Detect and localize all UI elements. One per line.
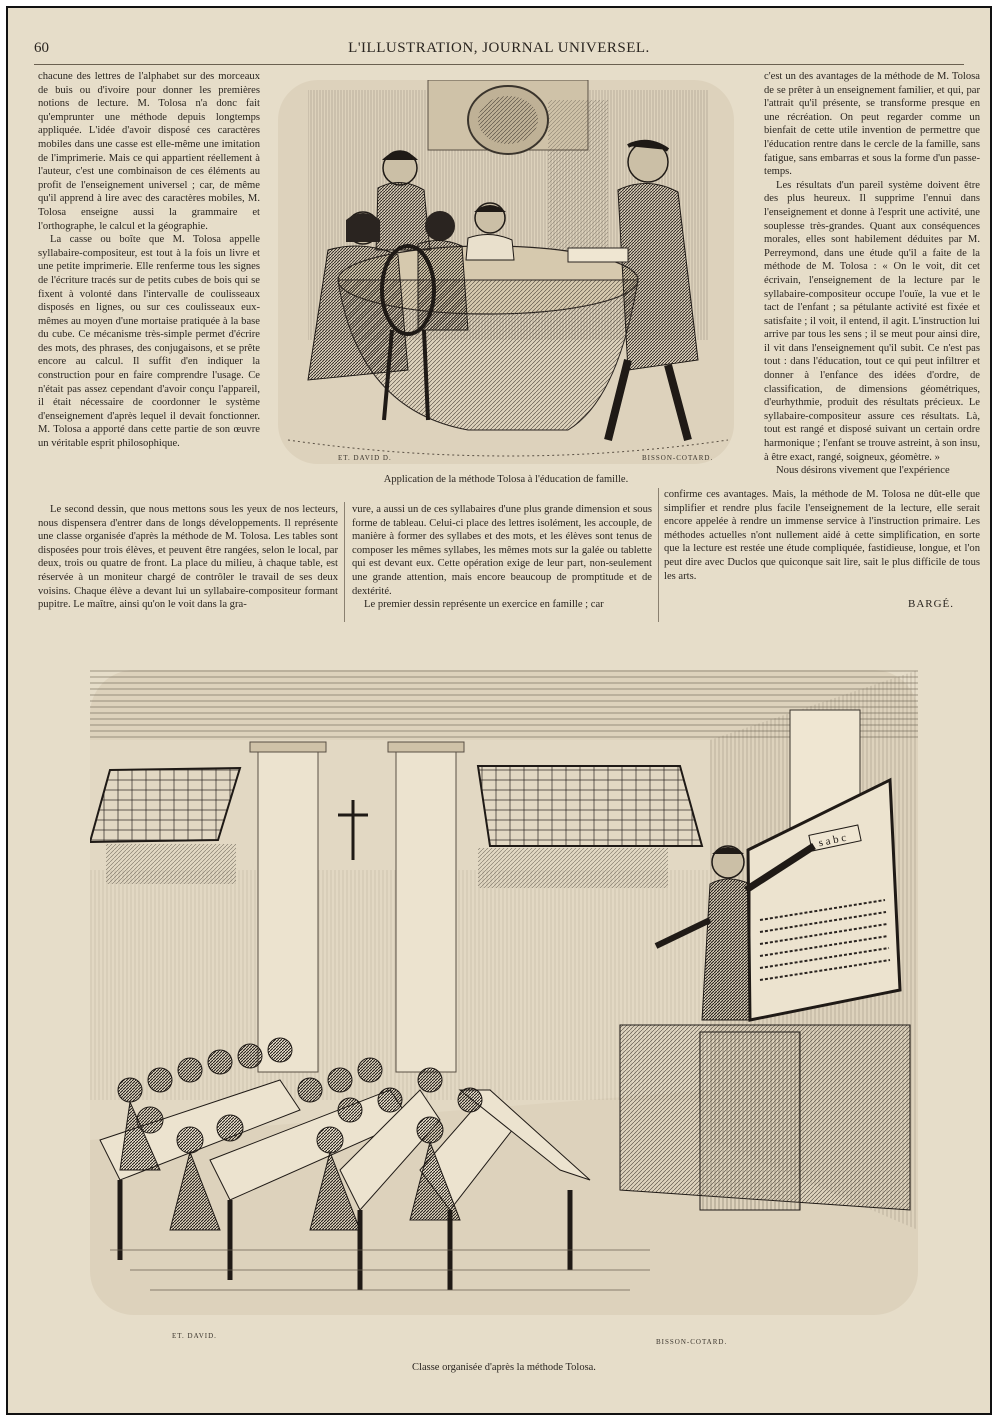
figure-caption: Classe organisée d'après la méthode Tolosa. [412, 1362, 596, 1373]
engraver-credit: ET. DAVID D. [338, 454, 392, 462]
article-column-a [38, 503, 338, 625]
engraver-credit: BISSON-COTARD. [656, 1338, 728, 1346]
paragraph: Le premier dessin représente un exercice en famille ; car [364, 599, 604, 611]
paragraph: Les résultats d'un pareil système doivent être des plus heureux. Il supprime l'ennui dans l'enseignement et donne à l'esprit une activité, une souplesse très-grandes. Quant aux conséquences morales, elles sont habilement déduites par M. Perreymond, dans une étude qu'il a faite de la méthode de M. Tolosa : « On le voit, dit cet écrivain, l'enseignement de la lecture par le syllabaire-compositeur occupe l'ouïe, la vue et le tact de l'enfant ; sa pétulante activité est fixée et satisfaite ; il voit, il entend, il agit. L'instruction lui arrive par tous les sens ; il se meut pour ainsi dire, il vit dans l'enseignement qu'il subit. Ce n'est pas tout : dans l'éducation, tout ce qui peut infiltrer et donner à l'enfance des idées d'ordre, de classification, de dimensions géométriques, d'eurhythmie, produit des résultats précieux. Le syllabaire-compositeur assure ces résultats. Là, tout est rangé et disposé suivant un certain ordre harmonique ; l'enfant se trouve astreint, à son insu, à être exact, rangé, soigneux, géomètre. » [764, 179, 980, 463]
figure-family-lesson [268, 80, 744, 464]
article-column-right-top [764, 70, 980, 492]
paragraph: Nous désirons vivement que l'expérience [776, 465, 950, 477]
engraver-credit: BISSON-COTARD. [642, 454, 714, 462]
article-column-c [664, 488, 980, 612]
figure-classroom [90, 670, 918, 1315]
newspaper-page [6, 6, 992, 1415]
figure-caption: Application de la méthode Tolosa à l'éducation de famille. [383, 474, 629, 485]
paragraph: Le second dessin, que nous mettons sous les yeux de nos lecteurs, nous dispensera d'entrer dans de longs développements. Il représente une classe organisée d'après la méthode de M. Tolosa. Les tables sont disposées pour trois élèves, et peuvent être rangées, selon le local, par deux, trois ou quatre de front. La place du milieu, à chaque table, est réservée à un moniteur chargé de contrôler le travail de ses deux voisins. Chaque élève a devant lui un syllabaire-compositeur formant pupitre. Le maître, ainsi qu'on le voit dans la gra- [38, 504, 338, 611]
header-rule [34, 64, 964, 65]
paragraph: La casse ou boîte que M. Tolosa appelle syllabaire-compositeur, est tout à la fois un livre et une petite imprimerie. Elle renferme tous les signes de l'écriture tracés sur de petits cubes de bois qui se fixent à volonté dans l'intervalle de coulisseaux disposés en lignes, ou sur ces coulisseaux eux-mêmes au moyen d'une mortaise pratiquée à la base du cube. Ce mécanisme très-simple permet d'écrire des mots, des phrases, des conjugaisons, et se prête encore au calcul. Il suffit d'en indiquer la construction pour en faire comprendre l'usage. Ce n'était pas assez cependant d'avoir conçu l'appareil, il était nécessaire de coordonner le système d'enseignement d'après lequel il devait fonctionner. M. Tolosa a apporté dans cette partie de son œuvre un véritable esprit philosophique. [38, 234, 260, 450]
paragraph: confirme ces avantages. Mais, la méthode de M. Tolosa ne dût-elle que simplifier et rendre plus facile l'enseignement de la lecture, elle serait encore appelée à rendre un immense service à l'instruction primaire. Les méthodes actuelles n'ont nullement aidé à cette simplification, en sorte que la lecture est restée une étude compliquée, fastidieuse, longue, et l'on peut dire avec Duclos que quiconque sait lire, sait le plus difficile de tous les arts. [664, 489, 980, 582]
author-signature: BARGÉ. [908, 598, 955, 610]
paragraph: vure, a aussi un de ces syllabaires d'une plus grande dimension et sous forme de tableau. Celui-ci place des lettres isolément, les accouple, de manière à former des syllabes et des mots, et les élèves sont tenus de composer les mêmes syllabes, les mêmes mots sur la galée ou tablette qui est devant eux. Cette opération exige de leur part, non-seulement une grande attention, mais encore beaucoup de promptitude et de dextérité. [352, 504, 652, 597]
classroom-engraving [90, 670, 918, 1315]
column-divider [344, 502, 345, 622]
paragraph: chacune des lettres de l'alphabet sur des morceaux de buis ou d'ivoire pour donner les premières notions de lecture. M. Tolosa n'a donc fait qu'emprunter une méthode depuis longtemps appliquée. L'idée d'avoir disposé ces caractères mobiles dans une casse est elle-même une imitation de l'imprimerie. Mais ce qui appartient réellement à l'auteur, c'est une combinaison de ces éléments au profit de l'enseignement universel ; car, de même qu'il apprend à lire avec des caractères mobiles, M. Tolosa enseigne aussi la grammaire et l'orthographe, le calcul et la géographie. [38, 71, 260, 232]
engraver-credit: ET. DAVID. [172, 1332, 217, 1340]
article-column-b [352, 503, 652, 625]
page-number: 60 [34, 40, 49, 56]
family-lesson-engraving [268, 80, 744, 464]
column-divider [658, 488, 659, 622]
board-label: s a b c [817, 831, 848, 850]
journal-title: L'ILLUSTRATION, JOURNAL UNIVERSEL. [348, 40, 650, 56]
page-header [34, 38, 964, 60]
paragraph: c'est un des avantages de la méthode de M. Tolosa de se prêter à un enseignement familier, et qui, par l'attrait qu'il présente, se transforme presque en une récréation. On peut regarder comme un bienfait de cette utile invention de permettre que l'éducation rentre dans le cercle de la famille, sans fatigue, sans embarras et sous la forme d'un passe-temps. [764, 71, 980, 178]
article-column-left-top [38, 70, 260, 508]
